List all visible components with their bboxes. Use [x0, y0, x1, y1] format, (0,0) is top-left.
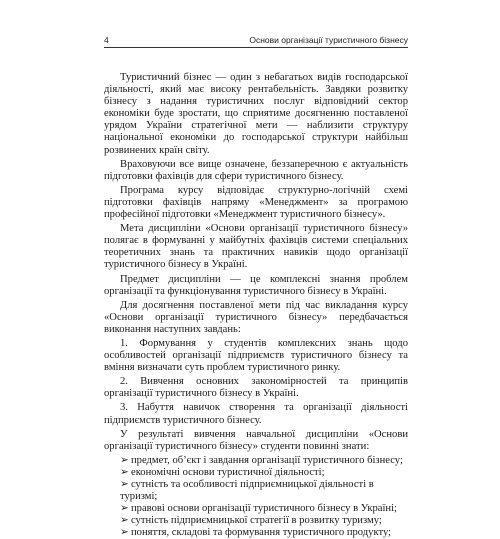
- paragraph: Мета дисципліни «Основи організації туристичного бізнесу» полягає в формуванні у майбутніх фахівців системи спеціальних теоретичних знань та практичних навиків щодо організації туристичного бізнесу в Україні.: [104, 223, 408, 271]
- task-item: 1. Формування у студентів комплексних знань щодо особливостей організації підприємств туристичного бізнесу та вміння визначати суть проблем туристичного ринку.: [104, 337, 408, 374]
- paragraph: Для досягнення поставленої мети під час викладання курсу «Основи організації туристичного бізнесу» передбачається виконання наступних завдань:: [104, 299, 408, 335]
- page-number: 4: [104, 35, 109, 45]
- header-rule: [104, 47, 408, 48]
- task-item: 3. Набуття навичок створення та організації діяльності підприємств туристичного бізнесу.: [104, 402, 408, 426]
- paragraph: Предмет дисципліни — це комплексні знання проблем організації та функціонування туристичного бізнесу в Україні.: [104, 273, 408, 297]
- arrow-bullet-icon: ➢: [120, 503, 129, 515]
- paragraph: Туристичний бізнес — один з небагатьох видів господарської діяльності, який має високу рентабельність. Завдяки розвитку бізнесу з надання туристичних послуг відповідний сектор економіки буде зростати, що сприятиме досягненню поставленої урядом України стратегічної мети — наблизити структуру національної економіки до господарської структури найбільш розвинених країн світу.: [104, 72, 408, 156]
- paragraph: Враховуючи все вище означене, беззаперечною є актуальність підготовки фахівців для сфери туристичного бізнесу.: [104, 158, 408, 182]
- arrow-bullet-icon: ➢: [120, 515, 129, 527]
- list-item: ➢ сутність підприємницької стратегії в розвитку туризму;: [120, 515, 382, 527]
- arrow-bullet-icon: ➢: [120, 454, 129, 466]
- list-item: ➢ сутність та особливості підприємницької діяльності в туризмі;: [120, 479, 374, 503]
- task-item: 2. Вивчення основних закономірностей та принципів організації туристичного бізнесу в Україні.: [104, 376, 408, 400]
- paragraph: Програма курсу відповідає структурно-логічній схемі підготовки фахівців напряму «Менеджмент» за програмою професійної підготовки «Менеджмент туристичного бізнесу».: [104, 184, 408, 221]
- arrow-bullet-icon: ➢: [120, 466, 129, 478]
- list-item: ➢ економічні основи туристичної діяльності;: [120, 466, 325, 478]
- running-header: [104, 31, 408, 45]
- paragraph: У результаті вивчення навчальної дисципліни «Основи організації туристичного бізнесу» студенти повинні знати:: [104, 428, 408, 452]
- list-item: ➢ предмет, об’єкт і завдання організації туристичного бізнесу;: [120, 454, 403, 466]
- arrow-bullet-icon: ➢: [120, 479, 129, 490]
- list-item: ➢ поняття, складові та формування туристичного продукту;: [120, 527, 392, 539]
- list-item: ➢ правові основи організації туристичного бізнесу в Україні;: [120, 503, 397, 515]
- knowledge-list: [104, 455, 408, 539]
- running-title: Основи організації туристичного бізнесу: [249, 35, 408, 45]
- arrow-bullet-icon: ➢: [120, 527, 129, 539]
- body-text: [104, 72, 408, 539]
